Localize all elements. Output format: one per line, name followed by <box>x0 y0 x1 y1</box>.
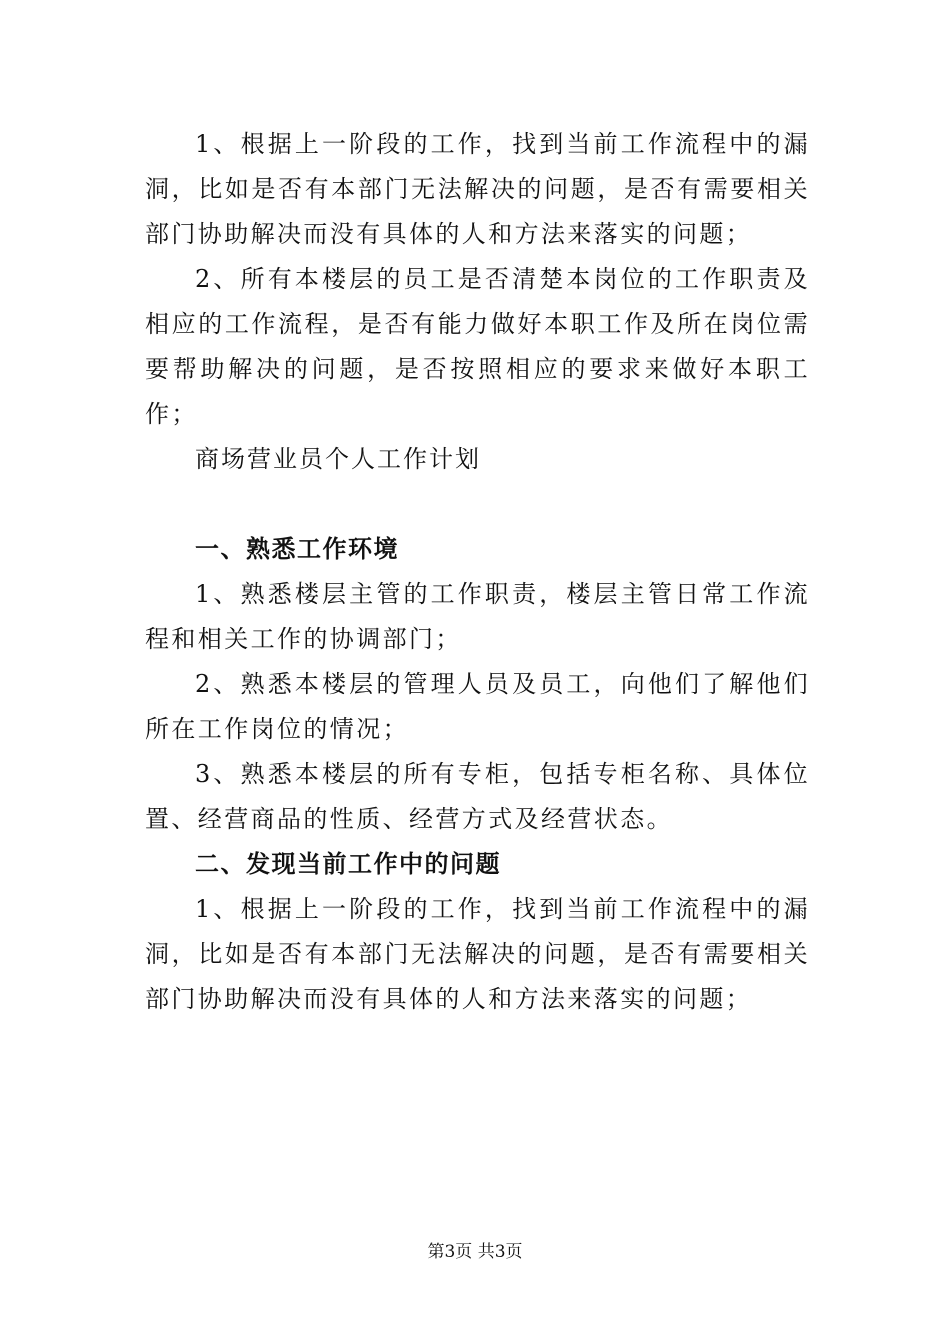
document-body <box>145 122 810 1022</box>
paragraph-5: 3、熟悉本楼层的所有专柜，包括专柜名称、具体位置、经营商品的性质、经营方式及经营状态。 <box>145 760 810 833</box>
paragraph-2: 2、所有本楼层的员工是否清楚本岗位的工作职责及相应的工作流程，是否有能力做好本职工作及所在岗位需要帮助解决的问题，是否按照相应的要求来做好本职工作； <box>145 265 810 428</box>
paragraph-6: 1、根据上一阶段的工作，找到当前工作流程中的漏洞，比如是否有本部门无法解决的问题，是否有需要相关部门协助解决而没有具体的人和方法来落实的问题； <box>145 895 810 1013</box>
paragraph-4: 2、熟悉本楼层的管理人员及员工，向他们了解他们所在工作岗位的情况； <box>145 670 810 743</box>
blank-line <box>145 482 810 527</box>
section-heading-1: 一、熟悉工作环境 <box>195 535 399 563</box>
paragraph-3: 1、熟悉楼层主管的工作职责，楼层主管日常工作流程和相关工作的协调部门； <box>145 580 810 653</box>
document-title: 商场营业员个人工作计划 <box>195 445 481 473</box>
paragraph-1: 1、根据上一阶段的工作，找到当前工作流程中的漏洞，比如是否有本部门无法解决的问题，是否有需要相关部门协助解决而没有具体的人和方法来落实的问题； <box>145 130 810 248</box>
page-number-footer: 第3页 共3页 <box>427 1242 523 1262</box>
section-heading-2: 二、发现当前工作中的问题 <box>195 850 501 878</box>
